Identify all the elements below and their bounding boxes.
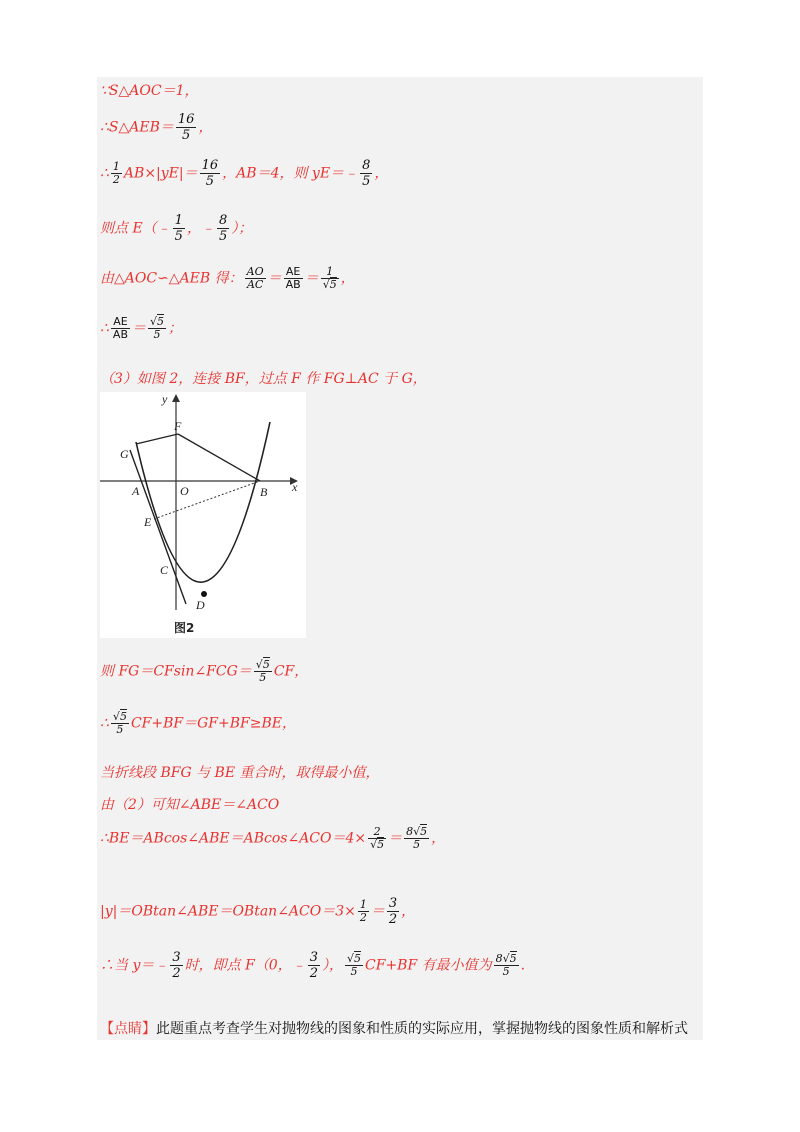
label-c: C <box>160 563 169 577</box>
label-g: G <box>120 447 129 461</box>
fraction: $\frac{16}{5}$ <box>177 112 195 143</box>
label-o: O <box>180 484 189 498</box>
label-e: E <box>144 515 152 529</box>
key-point-note <box>100 1018 688 1038</box>
line-fb <box>178 434 260 481</box>
label-f: F <box>174 419 182 433</box>
line-7: （3）如图 2，连接 BF，过点 F 作 FG⊥AC 于 G， <box>100 371 427 387</box>
label-y: y <box>162 392 168 406</box>
line-11: 由（2）可知∠ABE＝∠ACO <box>100 797 280 813</box>
label-a: A <box>132 484 140 498</box>
line-be <box>154 481 260 519</box>
line-1: ∵S△AOC＝1， <box>100 83 199 99</box>
line-14: ∴当 y＝﹣ $\frac{3}{2}$ 时，即点 F（0，﹣ $\frac{3}{2}$ ）， $\frac{√5}{5}$ CF+BF 有最小值为 $\frac{8√5}{5}$ . <box>100 950 526 981</box>
line-6: ∴ $\frac{AE}{AB}$ ＝ $\frac{√5}{5}$ ； <box>100 315 183 341</box>
label-b: B <box>260 485 268 499</box>
line-12: ∴BE＝ABcos∠ABE＝ABcos∠ACO＝4× $\frac{2}{√5}$ ＝ $\frac{8√5}{5}$ ， <box>100 825 446 851</box>
parabola-diagram <box>100 392 306 638</box>
note-tag: 【点睛】 <box>100 1021 156 1037</box>
line-8: 则 FG＝CFsin∠FCG＝ $\frac{√5}{5}$ CF， <box>100 658 309 684</box>
line-10: 当折线段 BFG 与 BE 重合时，取得最小值， <box>100 765 380 781</box>
line-13: |y|＝OBtan∠ABE＝OBtan∠ACO＝3× $\frac{1}{2}$ ＝ $\frac{3}{2}$ ， <box>100 896 416 927</box>
parabola-curve <box>136 422 270 582</box>
line-4: 则点 E（﹣ $\frac{1}{5}$ ，﹣ $\frac{8}{5}$ ）； <box>100 213 253 244</box>
label-d: D <box>196 598 205 612</box>
line-3: ∴ $\frac{1}{2}$ AB×|yE|＝ $\frac{16}{5}$ ，AB＝4，则 yE＝﹣ $\frac{8}{5}$ ， <box>100 158 389 189</box>
line-5: 由△AOC∽△AEB 得： $\frac{AO}{AC}$ ＝ $\frac{AE}{AB}$ ＝ $\frac{1}{√5}$ ， <box>100 265 355 291</box>
label-x: x <box>292 480 298 494</box>
figure-caption: 图2 <box>174 621 195 635</box>
line-2: ∴S△AEB＝ $\frac{16}{5}$ ， <box>100 112 213 143</box>
note-text: 此题重点考查学生对抛物线的图象和性质的实际应用，掌握抛物线的图象性质和解析式 <box>156 1021 688 1037</box>
line-fg <box>136 434 178 444</box>
vertex-point <box>201 591 207 597</box>
figure-2 <box>100 392 306 638</box>
line-9: ∴ $\frac{√5}{5}$ CF+BF＝GF+BF≥BE， <box>100 710 296 736</box>
line-ac <box>130 450 186 604</box>
y-axis-arrow <box>172 394 180 402</box>
